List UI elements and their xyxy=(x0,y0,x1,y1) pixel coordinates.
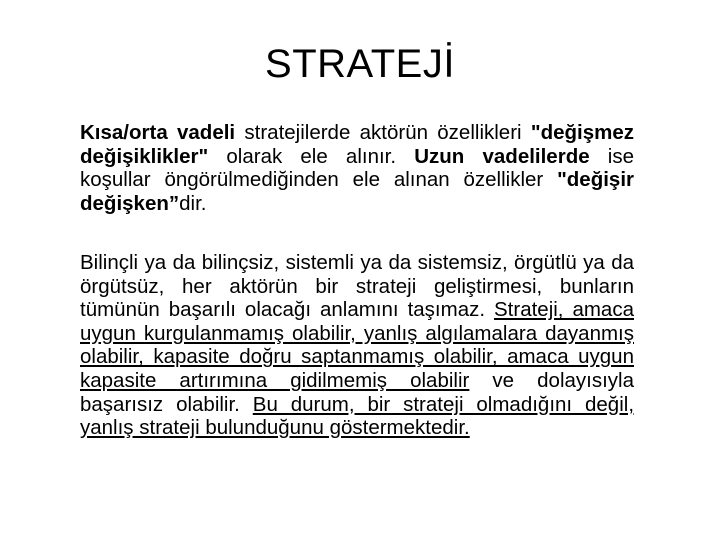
underlined-phrase-conclusion: Bu durum, bir strateji olmadığını değil, yanlış strateji bulunduğunu göstermektedir. xyxy=(80,392,635,440)
text-span: ise koşullar öngörülmediğinden ele alınan özellikler xyxy=(80,144,634,192)
underlined-phrase-strategy-failures: Strateji, amaca uygun kurgulanmamış olabilir, yanlış algılamalara dayanmış olabilir, kapasite doğru saptanmamış olabilir, amaca uygun kapasite artırımına gidilmemiş olabilir xyxy=(80,298,634,392)
text-span: ve dolayısıyla başarısız olabilir. xyxy=(80,368,634,416)
slide-title: STRATEJİ xyxy=(265,42,455,86)
bold-phrase-unchanging-changes: "değişmez değişiklikler" xyxy=(80,121,634,168)
text-span: stratejilerde aktörün özellikleri xyxy=(235,121,531,144)
paragraph-strategy-success xyxy=(80,251,634,440)
bold-phrase-changing-variable: "değişir değişken” xyxy=(80,168,634,215)
text-span: Bilinçli ya da bilinçsiz, sistemli ya da sistemsiz, örgütlü ya da örgütsüz, her aktörün bir strateji geliştirmesi, bunların tümünün başarılı olacağı anlamını taşımaz. xyxy=(80,251,634,322)
bold-phrase-short-medium-term: Kısa/orta vadeli xyxy=(80,121,236,144)
text-span: dir. xyxy=(179,191,207,215)
bold-phrase-long-term: Uzun vadelilerde xyxy=(414,144,590,168)
paragraph-short-vs-long-term xyxy=(80,121,634,215)
text-span: olarak ele alınır. xyxy=(208,144,415,168)
